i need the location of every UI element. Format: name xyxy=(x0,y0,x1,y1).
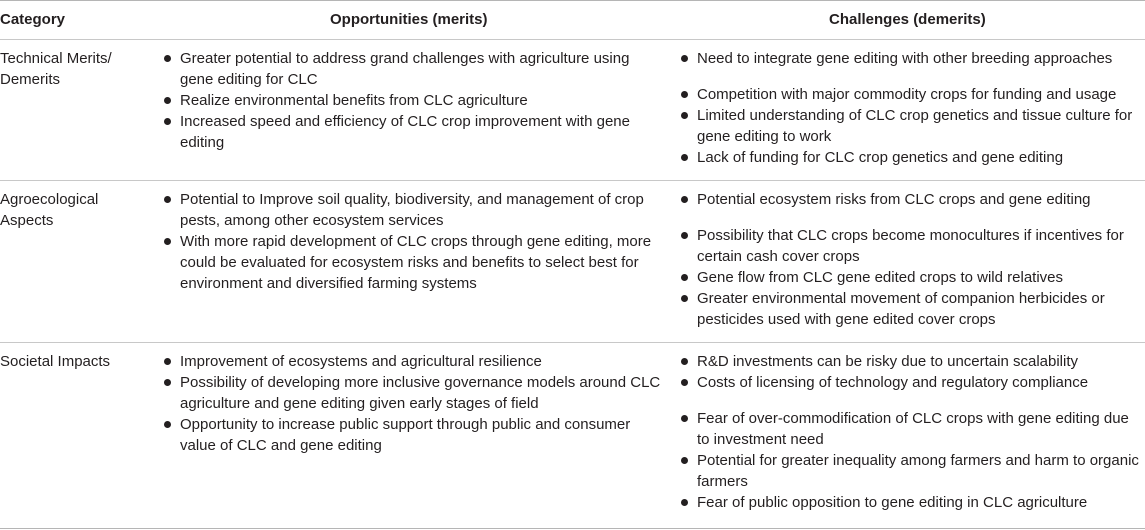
list-item xyxy=(162,189,662,231)
bullet-icon xyxy=(681,232,688,239)
list-item xyxy=(162,414,662,456)
challenges-list xyxy=(679,48,1145,168)
bullet-icon xyxy=(681,196,688,203)
bullet-icon xyxy=(164,421,171,428)
challenges-list xyxy=(679,351,1145,513)
table-bottom-rule xyxy=(0,528,1145,529)
list-item-text: With more rapid development of CLC crops through gene editing, more could be evaluated for ecosystem risks and benefits to select best for environment and diversified farming systems xyxy=(180,233,652,292)
bullet-icon xyxy=(164,55,171,62)
bullet-icon xyxy=(681,379,688,386)
table-row-agroecological xyxy=(0,181,1145,342)
bullet-icon xyxy=(681,55,688,62)
list-item xyxy=(162,372,662,414)
list-item-text: Lack of funding for CLC crop genetics and gene editing xyxy=(697,149,1064,166)
bullet-icon xyxy=(164,238,171,245)
bullet-icon xyxy=(681,415,688,422)
list-item xyxy=(162,111,662,153)
list-item xyxy=(679,351,1145,372)
list-item-text: Greater environmental movement of companion herbicides or pesticides used with gene edited cover crops xyxy=(697,290,1105,328)
list-item-text: Limited understanding of CLC crop genetics and tissue culture for gene editing to work xyxy=(697,107,1133,145)
list-item-text: Opportunity to increase public support through public and consumer value of CLC and gene editing xyxy=(180,416,631,454)
bullet-icon xyxy=(681,295,688,302)
bullet-icon xyxy=(681,358,688,365)
list-item-text: R&D investments can be risky due to uncertain scalability xyxy=(697,353,1079,370)
list-item xyxy=(162,90,662,111)
bullet-icon xyxy=(681,91,688,98)
list-item-text: Costs of licensing of technology and regulatory compliance xyxy=(697,374,1089,391)
list-item-text: Need to integrate gene editing with other breeding approaches xyxy=(697,50,1113,67)
bullet-icon xyxy=(681,274,688,281)
list-item-text: Possibility of developing more inclusive governance models around CLC agriculture and gene editing given early stages of field xyxy=(180,374,661,412)
list-item xyxy=(679,408,1145,450)
list-item-text: Potential ecosystem risks from CLC crops and gene editing xyxy=(697,191,1091,208)
list-item xyxy=(679,225,1145,267)
bullet-icon xyxy=(681,154,688,161)
list-item-text: Realize environmental benefits from CLC agriculture xyxy=(180,92,528,109)
table-row-societal xyxy=(0,343,1145,528)
list-item xyxy=(679,189,1145,210)
bullet-icon xyxy=(164,97,171,104)
bullet-icon xyxy=(164,196,171,203)
list-item xyxy=(679,372,1145,393)
list-item xyxy=(679,450,1145,492)
opportunities-list xyxy=(162,48,662,153)
bullet-icon xyxy=(164,358,171,365)
list-item xyxy=(679,267,1145,288)
header-opportunities: Opportunities (merits) xyxy=(330,11,488,28)
header-challenges: Challenges (demerits) xyxy=(829,11,986,28)
list-item-text: Fear of public opposition to gene editing in CLC agriculture xyxy=(697,494,1088,511)
list-item xyxy=(162,48,662,90)
challenges-list xyxy=(679,189,1145,330)
list-item-text: Possibility that CLC crops become monocultures if incentives for certain cash cover crops xyxy=(697,227,1124,265)
list-item xyxy=(679,147,1145,168)
list-item-text: Gene flow from CLC gene edited crops to wild relatives xyxy=(697,269,1064,286)
header-category: Category xyxy=(0,11,66,28)
list-item xyxy=(679,492,1145,513)
list-item-text: Improvement of ecosystems and agricultural resilience xyxy=(180,353,542,370)
bullet-icon xyxy=(681,457,688,464)
category-cell: Technical Merits/ Demerits xyxy=(0,50,112,88)
list-item xyxy=(679,105,1145,147)
list-item xyxy=(679,288,1145,330)
opportunities-list xyxy=(162,189,662,294)
list-item-text: Increased speed and efficiency of CLC crop improvement with gene editing xyxy=(180,113,630,151)
list-item xyxy=(162,231,662,294)
category-cell: Societal Impacts xyxy=(0,353,111,370)
list-item-text: Potential to Improve soil quality, biodiversity, and management of crop pests, among other ecosystem services xyxy=(180,191,644,229)
bullet-icon xyxy=(681,499,688,506)
list-item-text: Greater potential to address grand challenges with agriculture using gene editing for CLC xyxy=(180,50,630,88)
bullet-icon xyxy=(681,112,688,119)
list-item xyxy=(679,48,1145,69)
list-item xyxy=(679,84,1145,105)
list-item-text: Competition with major commodity crops for funding and usage xyxy=(697,86,1117,103)
opportunities-list xyxy=(162,351,662,456)
list-item-text: Potential for greater inequality among farmers and harm to organic farmers xyxy=(697,452,1139,490)
bullet-icon xyxy=(164,379,171,386)
table-row-technical xyxy=(0,40,1145,180)
bullet-icon xyxy=(164,118,171,125)
list-item xyxy=(162,351,662,372)
category-cell: Agroecological Aspects xyxy=(0,191,99,229)
table-header xyxy=(0,0,1145,39)
list-item-text: Fear of over-commodification of CLC crops with gene editing due to investment need xyxy=(697,410,1129,448)
